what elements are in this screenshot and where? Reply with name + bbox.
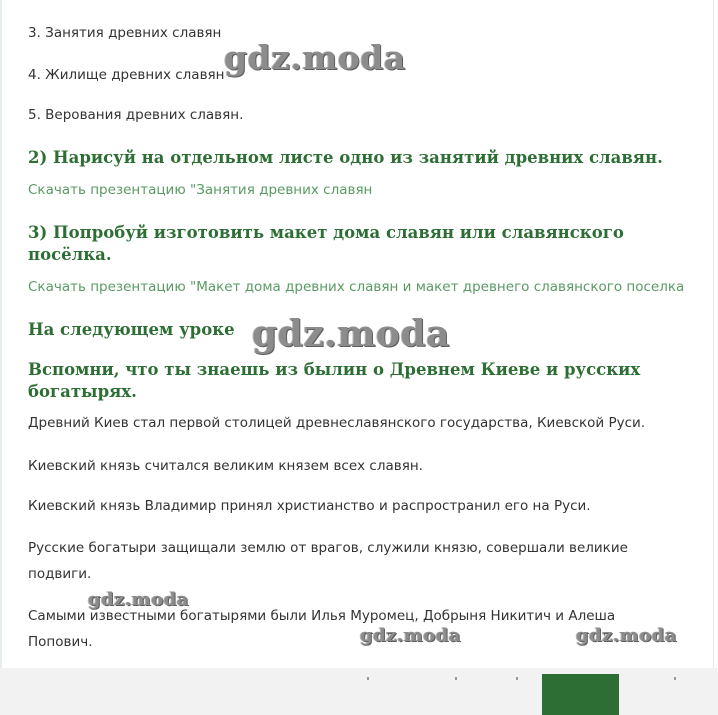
partial-text-fragment	[674, 677, 676, 680]
task-2-heading: 2) Нарисуй на отдельном листе одно из занятий древних славян.	[28, 148, 663, 167]
partial-text-fragment	[367, 677, 369, 680]
fact-bogatyrs-defense: Русские богатыри защищали землю от врагов, служили князю, совершали великие подвиги.	[28, 540, 628, 582]
fact-kiev-capital: Древний Киев стал первой столицей древнеславянского государства, Киевской Руси.	[28, 415, 646, 431]
fact-famous-bogatyrs: Самыми известными богатырями были Илья Муромец, Добрыня Никитич и Алеша Попович.	[28, 608, 616, 650]
list-item-4: 4. Жилище древних славян	[28, 67, 225, 83]
watermark-logo: gdz.moda	[576, 625, 677, 646]
next-lesson-heading: На следующем уроке	[28, 320, 235, 339]
list-item-5: 5. Верования древних славян.	[28, 107, 244, 123]
download-presentation-link-house-model[interactable]: Скачать презентацию "Макет дома древних славян и макет древнего славянского поселка	[28, 279, 685, 295]
right-border	[713, 0, 714, 668]
download-presentation-link-activities[interactable]: Скачать презентацию "Занятия древних славян	[28, 182, 373, 198]
watermark-logo: gdz.moda	[88, 589, 189, 610]
list-item-3: 3. Занятия древних славян	[28, 25, 222, 41]
next-lesson-question: Вспомни, что ты знаешь из былин о Древнем Киеве и русских богатырях.	[28, 360, 641, 401]
left-border	[0, 0, 2, 668]
watermark-logo: gdz.moda	[252, 313, 450, 355]
partial-text-fragment	[516, 677, 518, 680]
task-3-heading: 3) Попробуй изготовить макет дома славян или славянского посёлка.	[28, 223, 624, 264]
watermark-logo: gdz.moda	[360, 625, 461, 646]
partial-text-fragment	[455, 677, 457, 680]
watermark-logo: gdz.moda	[224, 38, 406, 77]
fact-vladimir-christianity: Киевский князь Владимир принял христианство и распространил его на Руси.	[28, 498, 591, 514]
bottom-action-button[interactable]	[542, 674, 619, 715]
fact-grand-prince: Киевский князь считался великим князем всех славян.	[28, 458, 423, 474]
